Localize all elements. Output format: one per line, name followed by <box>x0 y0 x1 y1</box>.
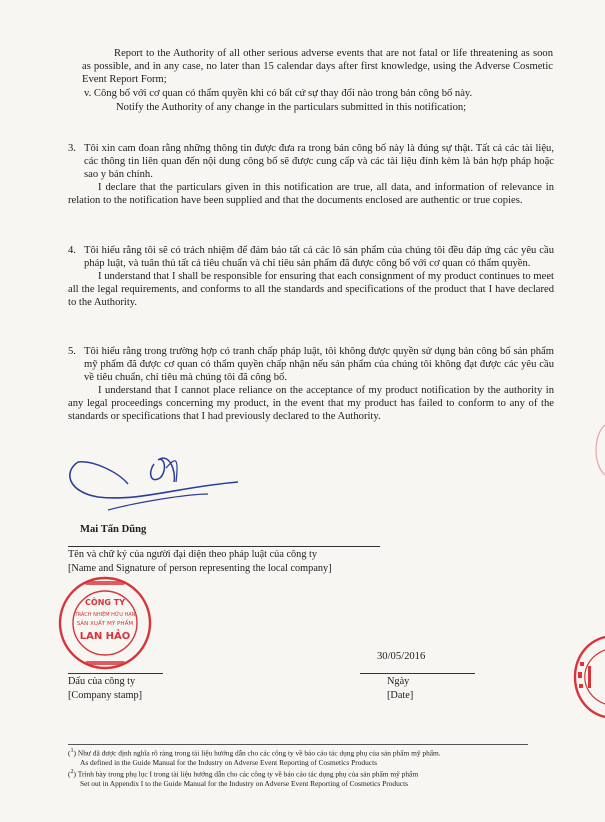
footnote-1-mark: 1 <box>70 748 74 754</box>
company-stamp-label-vietnamese: Dấu của công ty <box>68 676 136 687</box>
footnote-2-vietnamese: Trình bày trong phụ lục I trong tài liệu hướng dẫn cho các công ty về báo cáo tác dụng phụ của sản phẩm mỹ phẩm <box>77 769 419 779</box>
section-3-vietnamese: Tôi xin cam đoan rằng những thông tin được đưa ra trong bản công bố này là đúng sự thật. Tất cả các tài liệu, các thông tin liên quan đến nội dung công bố sẽ được cung cấp và các tài liệu đính kèm là bản hợp pháp hoặc sao y bản chính. <box>84 143 554 180</box>
footnote-2-english: Set out in Appendix I to the Guide Manual for the Industry on Adverse Event Reporting of Cosmetics Products <box>80 778 409 788</box>
section-5 <box>68 345 554 423</box>
footnote-separator <box>68 744 528 745</box>
section-5-vietnamese: Tôi hiểu rằng trong trường hợp có tranh chấp pháp luật, tôi không được quyền sử dụng bản công bố sản phẩm mỹ phẩm đã được cơ quan có thẩm quyền chấp nhận nếu sản phẩm của chúng tôi không đạt được các yêu cầu về tiêu chuẩn, chỉ tiêu mà chúng tôi đã công bố. <box>84 346 554 383</box>
footnote-1-vietnamese: Như đã được định nghĩa rõ ràng trong tài liệu hướng dẫn cho các công ty về báo cáo tác dụng phụ của sản phẩm mỹ phẩm. <box>77 748 441 758</box>
stamp-text-name: LAN HẢO <box>79 631 131 642</box>
section-4 <box>68 244 554 309</box>
signatory-name: Mai Tấn Dũng <box>80 524 147 535</box>
section-4-number: 4. <box>68 245 76 256</box>
footnote-2-mark: 2 <box>70 769 74 775</box>
section-5-number: 5. <box>68 346 76 357</box>
section-5-english: I understand that I cannot place reliance on the acceptance of my product notification by the authority in any legal proceedings concerning my product, in the event that my product has failed to conform to any of the standards or specifications that I had previously declared to the Authority. <box>68 385 554 422</box>
item-v-english: Notify the Authority of any change in the particulars submitted in this notification; <box>116 102 467 113</box>
signature-label-vietnamese: Tên và chữ ký của người đại diện theo pháp luật của công ty <box>68 549 318 560</box>
section-3-number: 3. <box>68 143 76 154</box>
section-3-english: I declare that the particulars given in this notification are true, all data, and information of relevance in relation to the notification have been supplied and that the documents enclosed are authentic or true copies. <box>68 182 554 206</box>
edge-seal-mark-top <box>585 420 605 480</box>
stamp-text-top: CÔNG TY <box>85 598 125 607</box>
continuation-text: Report to the Authority of all other serious adverse events that are not fatal or life threatening as soon as possible, and in any case, no later than 15 calendar days after first knowledge, using the Adverse Cosmetic Event Report Form; <box>82 48 553 85</box>
section-3 <box>68 142 554 207</box>
handwritten-signature <box>58 442 248 522</box>
footnote-1-english: As defined in the Guide Manual for the Industry on Adverse Event Reporting of Cosmetics Products <box>80 757 378 767</box>
stamp-line <box>68 673 163 674</box>
stamp-text-line2: SẢN XUẤT MỸ PHẨM <box>76 621 134 627</box>
date-label-vietnamese: Ngày <box>387 676 410 687</box>
footnote-1: ($^1$) Như đã được định nghĩa rõ ràng trong tài liệu hướng dẫn cho các công ty về báo cáo tác dụng phụ của sản phẩm mỹ phẩm. As defined in the Guide Manual for the Industry on Adverse Event Reporting of Cosmetics Products <box>68 748 441 767</box>
item-v-vietnamese: v. Công bố với cơ quan có thẩm quyền khi có bất cứ sự thay đổi nào trong bản công bố này. <box>84 88 473 99</box>
date-line <box>360 673 475 674</box>
stamp-text-line1: TRÁCH NHIỆM HỮU HẠN <box>74 612 136 618</box>
date-value: 30/05/2016 <box>377 651 426 662</box>
signature-line <box>68 546 380 547</box>
section-4-english: I understand that I shall be responsible for ensuring that each consignment of my product continues to meet all the legal requirements, and conforms to all the standards and specifications of the product that I have declared to the Authority. <box>68 271 554 308</box>
company-stamp-label-english: [Company stamp] <box>68 690 143 701</box>
edge-seal-stamp-bottom <box>560 632 605 722</box>
footnote-2: ($^2$) Trình bày trong phụ lục I trong tài liệu hướng dẫn cho các công ty về báo cáo tác dụng phụ của sản phẩm mỹ phẩm Set out in Appendix I to the Guide Manual for the Industry on Adverse Event Reporting of Cosmetics Products <box>68 769 419 788</box>
section-4-vietnamese: Tôi hiểu rằng tôi sẽ có trách nhiệm để đảm bảo tất cả các lô sản phẩm của chúng tôi đều đáp ứng các yêu cầu pháp luật, và tuân thủ tất cả tiêu chuẩn và chỉ tiêu sản phẩm đã được công bố với cơ quan có thẩm quyền. <box>84 245 554 269</box>
continuation-block <box>82 47 553 86</box>
company-seal-stamp <box>55 573 155 673</box>
date-label-english: [Date] <box>387 690 414 701</box>
signature-label-english: [Name and Signature of person representing the local company] <box>68 563 332 574</box>
